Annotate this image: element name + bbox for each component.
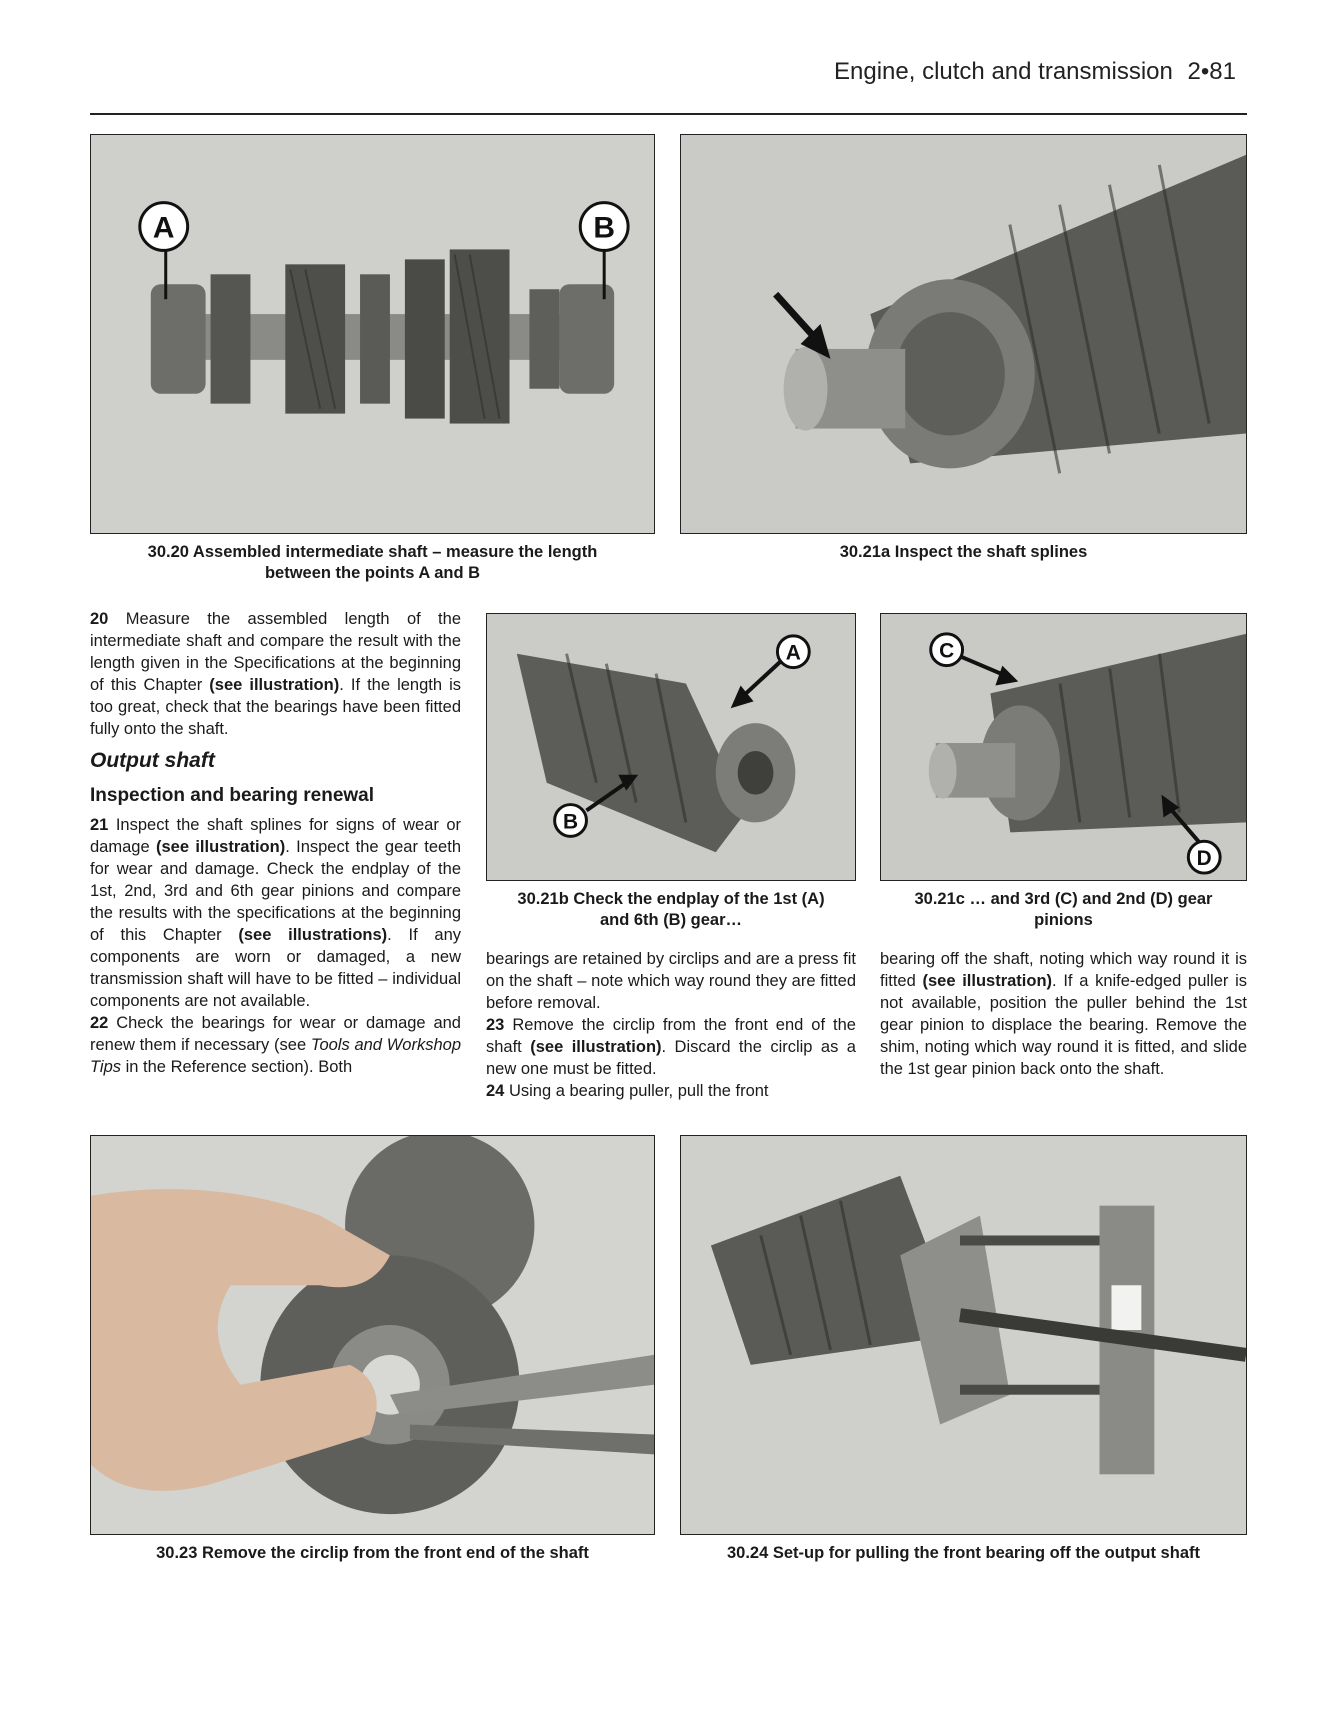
figure-30-21c-photo [880,613,1247,881]
paragraph-24: 24 Using a bearing puller, pull the front [486,1082,769,1100]
callout-c: C [939,639,955,663]
figure-30-20-caption: 30.20 Assembled intermediate shaft – measure the length between the points A and B [147,543,598,582]
text-column-3 [880,948,1247,1080]
figure-30-21a-photo [680,134,1247,534]
callout-b: B [593,211,615,245]
callout-b: B [562,810,579,834]
page-number: 2•81 [1187,58,1236,85]
paragraph-20: 20 Measure the assembled length of the intermediate shaft and compare the result with the length given in the Specifications at the beginning of this Chapter (see illustration). If the length is too great, check that the bearings have been fitted fully onto the shaft. [90,610,461,738]
paragraph-23: 23 Remove the circlip from the front end of the shaft (see illustration). Discard the circlip as a new one must be fitted. [486,1016,856,1078]
heading-inspection: Inspection and bearing renewal [90,785,375,806]
text-column-2 [486,948,856,1102]
callout-a: A [785,641,801,665]
paragraph-24-continued: bearing off the shaft, noting which way round it is fitted (see illustration). If a knife-edged puller is not available, position the puller behind the 1st gear pinion to displace the bearing. Remove the shim, noting which way round it is fitted, and slide the 1st gear pinion back onto the shaft. [880,950,1247,1078]
figure-30-20-photo [90,134,655,534]
figure-30-21b-photo [486,613,856,881]
heading-output-shaft: Output shaft [90,749,215,772]
page-header [834,58,1236,86]
text-column-1 [90,608,461,1078]
figure-30-21a-caption: 30.21a Inspect the shaft splines [839,543,1088,561]
figure-30-21c-caption: 30.21c … and 3rd (C) and 2nd (D) gear pinions [914,890,1213,929]
figure-30-23-caption: 30.23 Remove the circlip from the front end of the shaft [156,1544,589,1562]
figure-30-21b-caption: 30.21b Check the endplay of the 1st (A) and 6th (B) gear… [517,890,825,929]
figure-30-24-caption: 30.24 Set-up for pulling the front bearing off the output shaft [727,1544,1200,1562]
callout-a: A [152,211,175,245]
paragraph-21: 21 Inspect the shaft splines for signs of wear or damage (see illustration). Inspect the gear teeth for wear and damage. Check the endplay of the 1st, 2nd, 3rd and 6th gear pinions and compare the results with the specifications at the beginning of this Chapter (see illustrations). If any components are worn or damaged, a new transmission shaft will have to be fitted – individual components are not available. [90,816,461,1010]
paragraph-22-continued: bearings are retained by circlips and are a press fit on the shaft – note which way round they are fitted before removal. [486,950,856,1012]
callout-d: D [1196,847,1212,871]
paragraph-22: 22 Check the bearings for wear or damage and renew them if necessary (see Tools and Workshop Tips in the Reference section). Both [90,1014,461,1076]
chapter-title: Engine, clutch and transmission [834,58,1173,85]
figure-30-23-photo [90,1135,655,1535]
figure-30-24-photo [680,1135,1247,1535]
header-rule [90,113,1247,115]
